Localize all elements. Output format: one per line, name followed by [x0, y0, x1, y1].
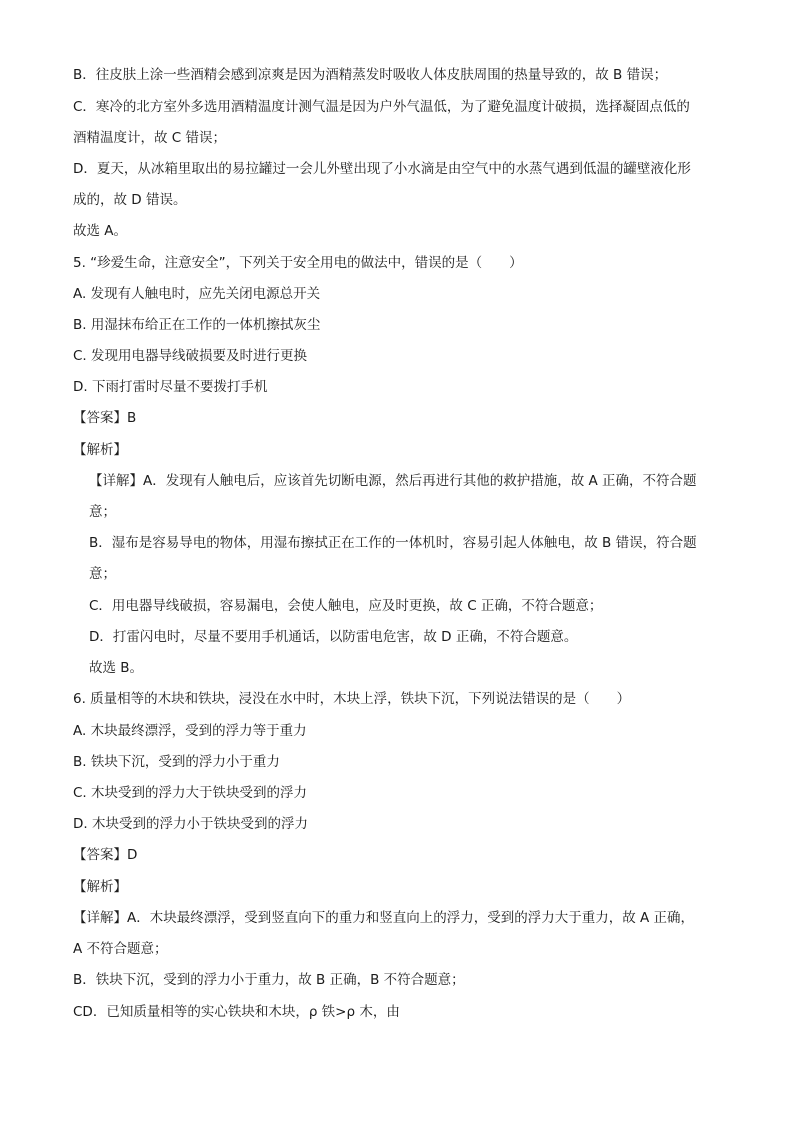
question-5-option-b: B. 用湿抹布给正在工作的一体机擦拭灰尘	[73, 317, 321, 333]
question-6-answer: 【答案】D	[73, 847, 138, 863]
question-5-option-c: C. 发现用电器导线破损要及时进行更换	[73, 348, 308, 364]
question-5-option-d: D. 下雨打雷时尽量不要拨打手机	[73, 379, 268, 395]
text-line: 成的，故 D 错误。	[73, 192, 187, 208]
question-5-detail-line: 【详解】A．发现有人触电后，应该首先切断电源，然后再进行其他的救护措施，故 A 正确，不符合题	[89, 473, 697, 489]
text-line: B．往皮肤上涂一些酒精会感到凉爽是因为酒精蒸发时吸收人体皮肤周围的热量导致的，故 B 错误；	[73, 67, 668, 83]
question-6-option-c: C. 木块受到的浮力大于铁块受到的浮力	[73, 785, 308, 801]
question-5-option-a: A. 发现有人触电时，应先关闭电源总开关	[73, 286, 321, 302]
question-6-detail-line: B．铁块下沉，受到的浮力小于重力，故 B 正确，B 不符合题意；	[73, 972, 465, 988]
question-5-stem: 5. “珍爱生命，注意安全”，下列关于安全用电的做法中，错误的是（ ）	[73, 255, 523, 271]
question-6-option-b: B. 铁块下沉，受到的浮力小于重力	[73, 754, 280, 770]
question-5-analysis-label: 【解析】	[73, 442, 127, 458]
question-6-detail-line: CD．已知质量相等的实心铁块和木块，ρ 铁>ρ 木，由	[73, 1004, 400, 1020]
question-5-detail-line: C．用电器导线破损，容易漏电，会使人触电，应及时更换，故 C 正确，不符合题意；	[89, 598, 603, 614]
question-5-detail-line: B．湿布是容易导电的物体，用湿布擦拭正在工作的一体机时，容易引起人体触电，故 B 错误，符合题	[89, 535, 697, 551]
question-6-detail-line: 【详解】A．木块最终漂浮，受到竖直向下的重力和竖直向上的浮力，受到的浮力大于重力，故 A 正确，	[73, 910, 695, 926]
question-6-option-a: A. 木块最终漂浮，受到的浮力等于重力	[73, 723, 307, 739]
text-line: D．夏天，从冰箱里取出的易拉罐过一会儿外壁出现了小水滴是由空气中的水蒸气遇到低温的罐壁液化形	[73, 161, 691, 177]
question-5-detail-line: 意；	[89, 566, 116, 582]
question-5-detail-line: 意；	[89, 504, 116, 520]
question-5-detail-line: 故选 B。	[89, 660, 144, 676]
question-5-detail-line: D．打雷闪电时，尽量不要用手机通话，以防雷电危害，故 D 正确，不符合题意。	[89, 629, 578, 645]
text-line: 故选 A。	[73, 223, 128, 239]
question-6-stem: 6. 质量相等的木块和铁块，浸没在水中时，木块上浮，铁块下沉，下列说法错误的是（ ）	[73, 691, 631, 707]
text-line: 酒精温度计，故 C 错误；	[73, 130, 227, 146]
question-6-option-d: D. 木块受到的浮力小于铁块受到的浮力	[73, 816, 308, 832]
question-5-answer: 【答案】B	[73, 410, 137, 426]
text-line: C．寒冷的北方室外多选用酒精温度计测气温是因为户外气温低，为了避免温度计破损，选择凝固点低的	[73, 99, 690, 115]
question-6-analysis-label: 【解析】	[73, 879, 127, 895]
question-6-detail-line: A 不符合题意；	[73, 941, 168, 957]
